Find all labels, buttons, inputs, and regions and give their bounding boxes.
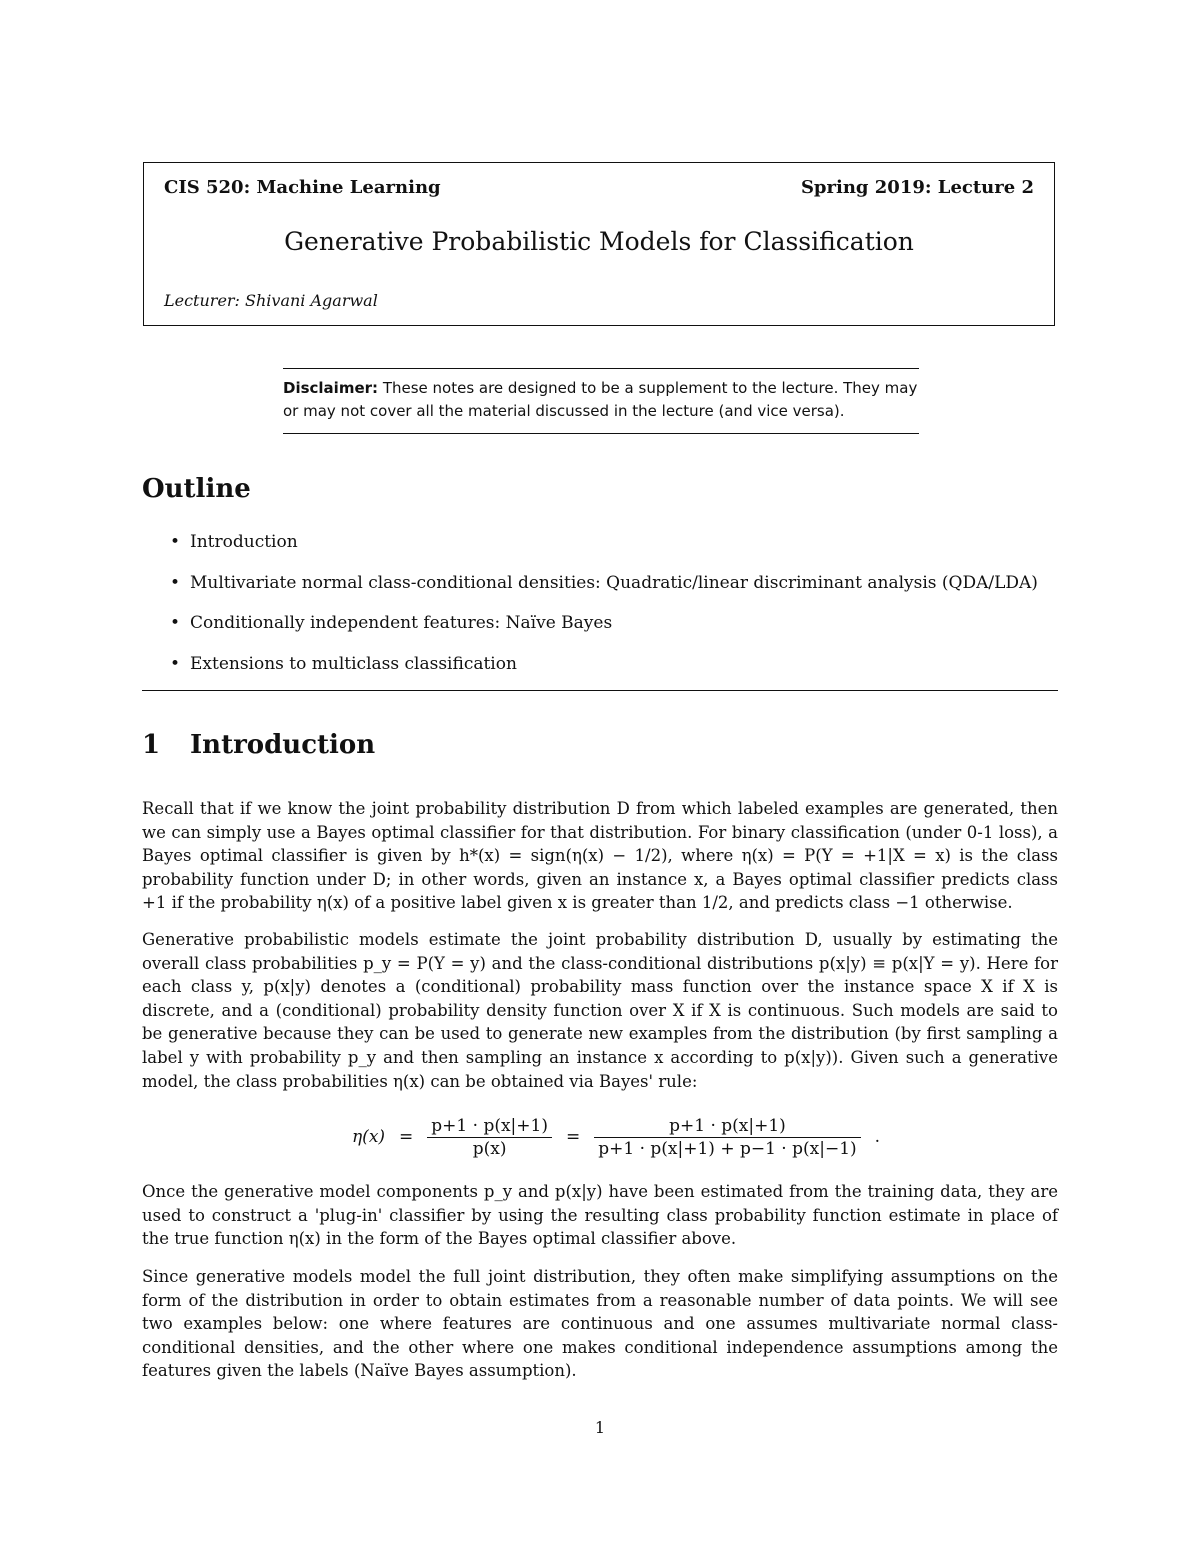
fraction-2-numerator: p+1 · p(x|+1)	[594, 1116, 860, 1138]
outline-item-text: Introduction	[190, 532, 298, 552]
list-item	[170, 532, 1038, 573]
list-item	[170, 613, 1038, 654]
disclaimer-body: These notes are designed to be a supplement to the lecture. They may or may not cover all the material discussed in the lecture (and vice versa).	[283, 379, 918, 420]
list-item	[170, 573, 1038, 614]
equation-equals: =	[399, 1127, 414, 1147]
outline-list	[170, 532, 1038, 694]
disclaimer-text-container	[283, 377, 919, 423]
outline-item-text: Conditionally independent features: Naïve Bayes	[190, 613, 613, 633]
section-number: 1	[142, 730, 161, 760]
page-number: 1	[594, 1418, 606, 1437]
bullet-icon: •	[170, 613, 181, 633]
outline-heading: Outline	[142, 474, 251, 504]
bullet-icon: •	[170, 532, 181, 552]
paragraph-generative-models: Generative probabilistic models estimate the joint probability distribution D, usually by estimating the overall class probabilities p_y = P(Y = y) and the class-conditional distributions p(x|y) ≡ p(x|Y = y). Here for each class y, p(x|y) denotes a (conditional) probability mass function over the instance space X if X is discrete, and a (conditional) probability density function over X if X is continuous. Such models are said to be generative because they can be used to generate new examples from the distribution (by first sampling a label y with probability p_y and then sampling an instance x according to p(x|y)). Given such a generative model, the class probabilities η(x) can be obtained via Bayes' rule:	[142, 930, 1058, 1091]
bullet-icon: •	[170, 653, 181, 674]
section-title: Introduction	[190, 730, 376, 760]
term-lecture: Spring 2019: Lecture 2	[800, 177, 1034, 198]
fraction-1-denominator: p(x)	[472, 1138, 507, 1159]
lecture-header-box	[143, 162, 1055, 326]
outline-item-text: Extensions to multiclass classification	[190, 653, 517, 674]
fraction-2	[594, 1116, 860, 1159]
fraction-1-numerator: p+1 · p(x|+1)	[427, 1116, 552, 1138]
equation-lhs: η(x)	[352, 1127, 386, 1147]
section-heading	[142, 730, 375, 760]
paragraph-plug-in-classifier: Once the generative model components p_y and p(x|y) have been estimated from the training data, they are used to construct a 'plug-in' classifier by using the resulting class probability function estimate in place of the true function η(x) in the form of the Bayes optimal classifier above.	[142, 1182, 1058, 1249]
equation-row	[352, 1110, 880, 1164]
outline-divider	[142, 690, 1058, 691]
disclaimer-block	[283, 368, 919, 434]
bayes-rule-equation	[0, 1110, 1200, 1164]
fraction-2-denominator: p+1 · p(x|+1) + p−1 · p(x|−1)	[598, 1138, 857, 1159]
disclaimer-label: Disclaimer:	[283, 379, 379, 397]
equation-equals: =	[565, 1127, 581, 1147]
bullet-icon: •	[170, 572, 181, 593]
list-item	[170, 654, 1038, 695]
equation-period: .	[874, 1127, 881, 1147]
paragraph-simplifying-assumptions: Since generative models model the full joint distribution, they often make simplifying assumptions on the form of the distribution in order to obtain estimates from a reasonable number of data points. We will see two examples below: one where features are continuous and one assumes multivariate normal class-conditional densities, and the other where one makes conditional independence assumptions among the features given the labels (Naïve Bayes assumption).	[142, 1267, 1058, 1381]
paragraph-bayes-optimal: Recall that if we know the joint probability distribution D from which labeled examples are generated, then we can simply use a Bayes optimal classifier for that distribution. For binary classification (under 0-1 loss), a Bayes optimal classifier is given by h*(x) = sign(η(x) − 1/2), where η(x) = P(Y = +1|X = x) is the class probability function under D; in other words, given an instance x, a Bayes optimal classifier predicts class +1 if the probability η(x) of a positive label given x is greater than 1/2, and predicts class −1 otherwise.	[142, 799, 1058, 913]
outline-item-text: Multivariate normal class-conditional densities: Quadratic/linear discriminant analysis (QDA/LDA)	[190, 572, 1038, 593]
lecturer-name: Lecturer: Shivani Agarwal	[164, 291, 378, 310]
lecture-title: Generative Probabilistic Models for Classification	[284, 227, 914, 256]
fraction-1	[427, 1116, 552, 1159]
course-title: CIS 520: Machine Learning	[164, 177, 441, 198]
